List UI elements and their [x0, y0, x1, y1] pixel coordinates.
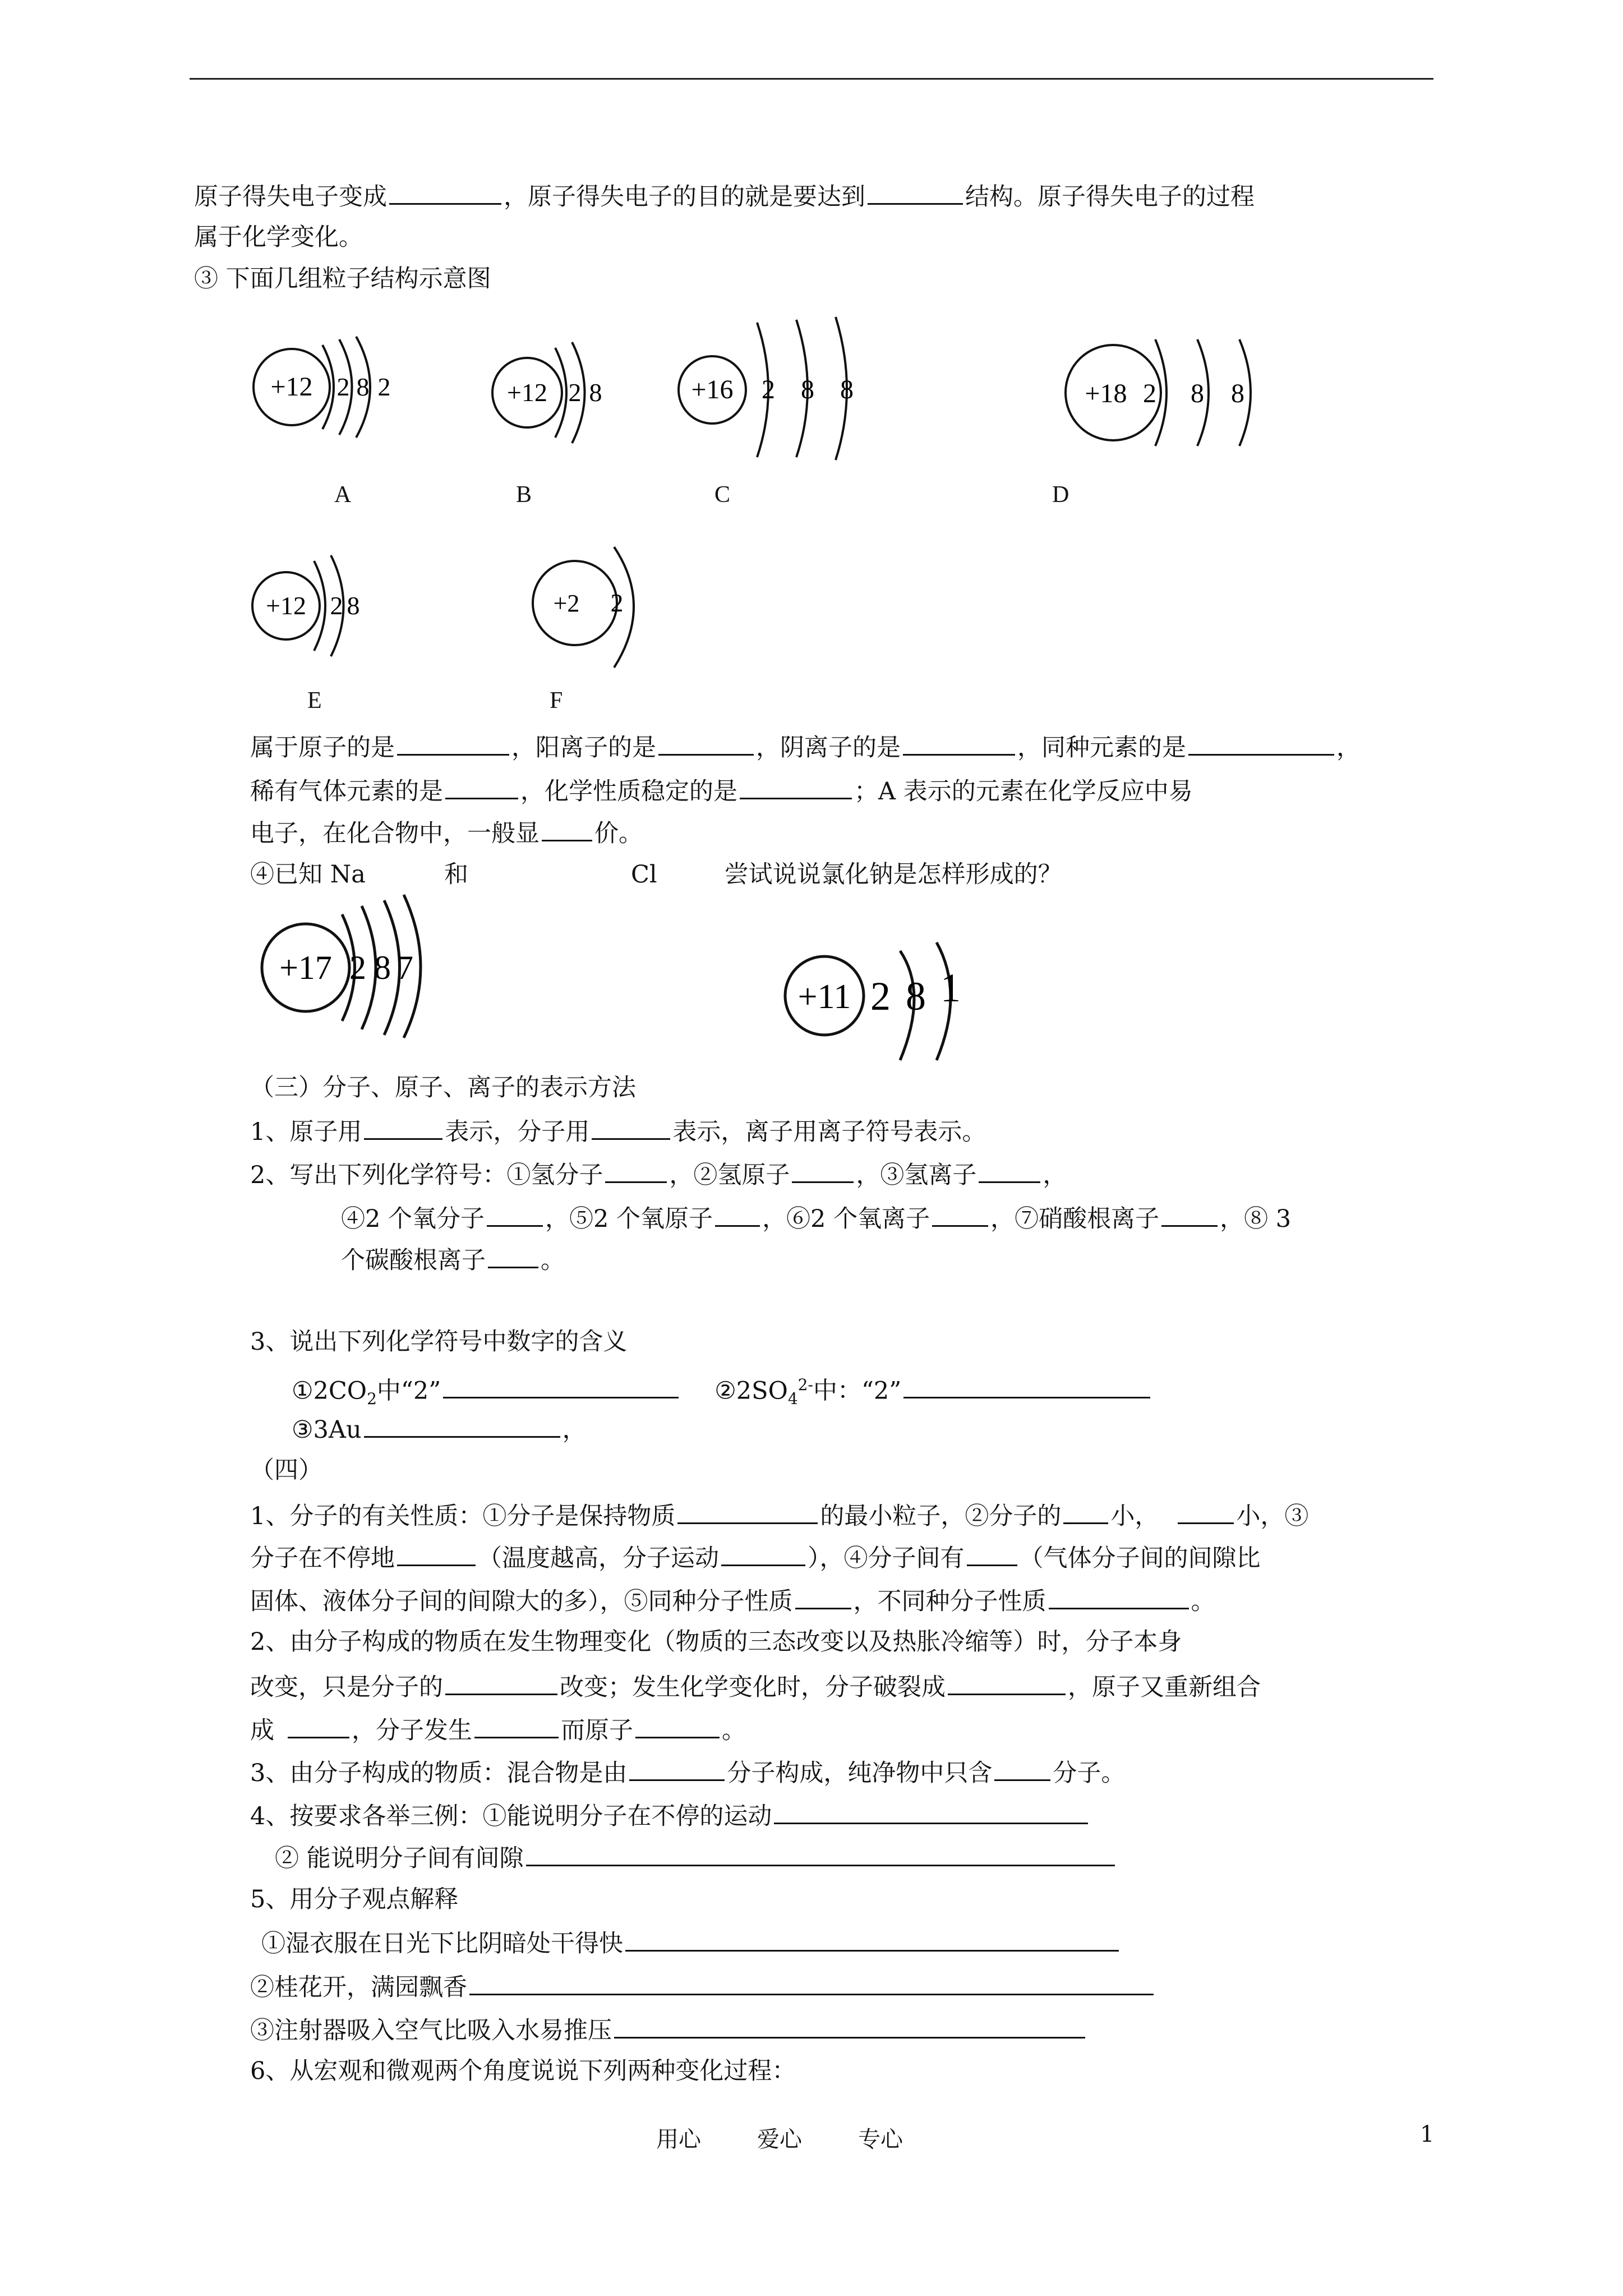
shell-electrons: 8: [801, 375, 814, 404]
cl-atom-diagram: [258, 892, 460, 1038]
nucleus-charge: +12: [507, 378, 547, 407]
atom-diagram-b: [488, 323, 634, 452]
text-line: 2、写出下列化学符号：①氢分子 ，②氢原子 ，③氢离子 ，: [250, 1157, 1067, 1191]
text-line: ③3Au ，: [292, 1411, 587, 1446]
text-line: 5、用分子观点解释: [250, 1885, 459, 1913]
diagram-label: D: [1052, 482, 1069, 508]
text-line: 改变，只是分子的 改变；发生化学变化时，分子破裂成 ，原子又重新组合: [250, 1669, 1261, 1704]
shell-electrons: 8: [347, 591, 360, 620]
footer-text: 专心: [858, 2127, 903, 2152]
nucleus-charge: +12: [266, 591, 306, 620]
shell-electrons: 7: [396, 949, 413, 986]
shell-electrons: 8: [840, 375, 854, 404]
atom-diagram-a: [247, 323, 426, 452]
shell-electrons: 2: [610, 588, 624, 617]
text-line: 3、由分子构成的物质：混合物是由 分子构成，纯净物中只含 分子。: [250, 1755, 1125, 1789]
shell-electrons: 1: [940, 965, 961, 1010]
footer-text: 用心: [656, 2127, 701, 2152]
na-atom-diagram: [780, 937, 1021, 1066]
text-line: 1、原子用 表示，分子用 表示，离子用离子符号表示。: [250, 1114, 986, 1148]
atom-diagram-c: [667, 306, 892, 457]
text-line: 属于化学变化。: [194, 223, 363, 251]
section-title: （四）: [250, 1456, 322, 1484]
shell-electrons: 2: [377, 372, 391, 401]
text-line: 1、分子的有关性质：①分子是保持物质 的最小粒子，②分子的 小， 小，③: [250, 1498, 1308, 1533]
nucleus-charge: +2: [553, 590, 580, 617]
shell-electrons: 8: [589, 378, 602, 407]
text-line: ② 能说明分子间有间隙: [275, 1840, 1117, 1875]
shell-electrons: 2: [349, 949, 366, 986]
text-line: 原子得失电子变成 ，原子得失电子的目的就是要达到 结构。原子得失电子的过程: [194, 178, 1255, 213]
shell-electrons: 2: [762, 375, 775, 404]
text-line: ③注射器吸入空气比吸入水易推压: [250, 2012, 1087, 2047]
diagram-label: A: [334, 482, 352, 508]
nucleus-charge: +12: [270, 372, 313, 402]
shell-electrons: 2: [870, 974, 891, 1019]
text-line: 成 ，分子发生 而原子 。: [250, 1712, 746, 1747]
text-line: ④2 个氧分子 ，⑤2 个氧原子 ，⑥2 个氧离子 ，⑦硝酸根离子 ，⑧ 3: [341, 1200, 1291, 1235]
diagram-label: B: [516, 482, 532, 508]
shell-electrons: 8: [374, 949, 391, 986]
text-line: 属于原子的是 ，阳离子的是 ，阴离子的是 ，同种元素的是 ，: [250, 729, 1361, 764]
shell-electrons: 2: [336, 372, 350, 401]
shell-electrons: 2: [330, 591, 343, 620]
text-line: 4、按要求各举三例：①能说明分子在不停的运动: [250, 1798, 1090, 1833]
text-line: 2、由分子构成的物质在发生物理变化（物质的三态改变以及热胀冷缩等）时，分子本身: [250, 1628, 1182, 1656]
nucleus-charge: +17: [279, 949, 332, 986]
atom-diagram-e: [250, 541, 384, 670]
text-line: $①2CO_2$中“2” $②2SO_4^{2-}$中：“2”: [292, 1369, 1152, 1415]
shell-electrons: 2: [1143, 379, 1156, 408]
text-line: 6、从宏观和微观两个角度说说下列两种变化过程：: [250, 2057, 796, 2085]
text-line: ②桂花开，满园飘香: [250, 1969, 1156, 2004]
nucleus-charge: +11: [797, 978, 851, 1016]
header-rule: [190, 78, 1433, 80]
diagram-label: E: [307, 688, 322, 714]
section-title: （三）分子、原子、离子的表示方法: [250, 1074, 636, 1102]
atom-diagram-f: [530, 539, 659, 673]
shell-electrons: 8: [906, 974, 926, 1019]
shell-electrons: 8: [1231, 379, 1244, 408]
page-number: 1: [1420, 2122, 1435, 2147]
text-line: 分子在不停地 （温度越高，分子运动 ），④分子间有 （气体分子间的间隙比: [250, 1540, 1261, 1575]
shell-electrons: 8: [356, 372, 370, 401]
diagram-label: C: [714, 482, 731, 508]
atom-diagram-d: [1066, 328, 1301, 463]
text-line: 3、说出下列化学符号中数字的含义: [250, 1328, 628, 1356]
text-line: 固体、液体分子间的间隙大的多），⑤同种分子性质 ，不同种分子性质 。: [250, 1583, 1215, 1618]
nucleus-charge: +18: [1085, 379, 1127, 408]
text-line: ①湿衣服在日光下比阴暗处干得快: [261, 1925, 1121, 1960]
text-line: 电子，在化合物中，一般显 价。: [250, 815, 643, 850]
footer-text: 爱心: [757, 2127, 802, 2152]
question-title: ③ 下面几组粒子结构示意图: [194, 265, 491, 293]
text-line: ④已知 Na 和 Cl 尝试说说氯化钠是怎样形成的？: [250, 861, 1062, 889]
nucleus-charge: +16: [691, 375, 734, 404]
shell-electrons: 2: [568, 378, 582, 407]
text-line: 个碳酸根离子 。: [341, 1242, 565, 1277]
diagram-label: F: [550, 688, 563, 714]
shell-electrons: 8: [1191, 379, 1204, 408]
text-line: 稀有气体元素的是 ，化学性质稳定的是 ；A 表示的元素在化学反应中易: [250, 773, 1193, 808]
